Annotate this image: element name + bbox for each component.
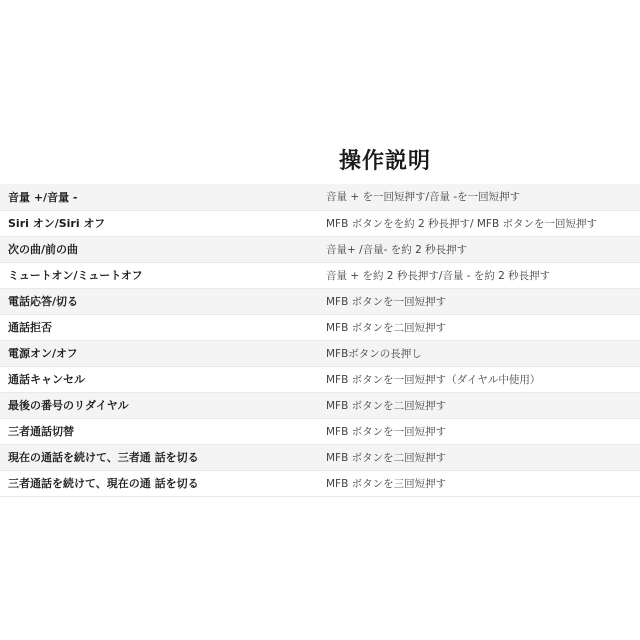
- instruction-cell: MFB ボタンを二回短押す: [326, 444, 640, 470]
- action-cell: 通話拒否: [0, 314, 326, 340]
- action-cell: 三者通話を続けて、現在の通 話を切る: [0, 470, 326, 496]
- table-row: [0, 262, 640, 288]
- table-row: [0, 392, 640, 418]
- table-row: [0, 210, 640, 236]
- action-cell: ミュートオン/ミュートオフ: [0, 262, 326, 288]
- table-row: [0, 184, 640, 210]
- table-row: [0, 366, 640, 392]
- table-row: [0, 340, 640, 366]
- action-cell: Siri オン/Siri オフ: [0, 210, 326, 236]
- instruction-cell: MFB ボタンを一回短押す: [326, 288, 640, 314]
- table-row: [0, 288, 640, 314]
- table-row: [0, 314, 640, 340]
- instruction-cell: MFB ボタンをを約 2 秒長押す/ MFB ボタンを一回短押す: [326, 210, 640, 236]
- instruction-cell: 音量+ /音量- を約 2 秒長押す: [326, 236, 640, 262]
- action-cell: 現在の通話を続けて、三者通 話を切る: [0, 444, 326, 470]
- action-cell: 電源オン/オフ: [0, 340, 326, 366]
- table-row: [0, 418, 640, 444]
- table-row: [0, 470, 640, 496]
- instruction-cell: 音量 + を約 2 秒長押す/音量 - を約 2 秒長押す: [326, 262, 640, 288]
- table-row: [0, 236, 640, 262]
- action-cell: 次の曲/前の曲: [0, 236, 326, 262]
- instruction-cell: MFB ボタンを二回短押す: [326, 392, 640, 418]
- instruction-cell: MFBボタンの長押し: [326, 340, 640, 366]
- action-cell: 三者通話切替: [0, 418, 326, 444]
- page-title: 操作説明: [338, 149, 431, 174]
- action-cell: 電話応答/切る: [0, 288, 326, 314]
- action-cell: 最後の番号のリダイヤル: [0, 392, 326, 418]
- action-cell: 通話キャンセル: [0, 366, 326, 392]
- instruction-cell: MFB ボタンを二回短押す: [326, 314, 640, 340]
- instruction-cell: MFB ボタンを一回短押す: [326, 418, 640, 444]
- operations-table: [0, 184, 640, 497]
- instruction-cell: MFB ボタンを一回短押す（ダイヤル中使用）: [326, 366, 640, 392]
- instruction-cell: 音量 + を一回短押す/音量 -を一回短押す: [326, 184, 640, 210]
- instruction-cell: MFB ボタンを三回短押す: [326, 470, 640, 496]
- table-row: [0, 444, 640, 470]
- action-cell: 音量 +/音量 -: [0, 184, 326, 210]
